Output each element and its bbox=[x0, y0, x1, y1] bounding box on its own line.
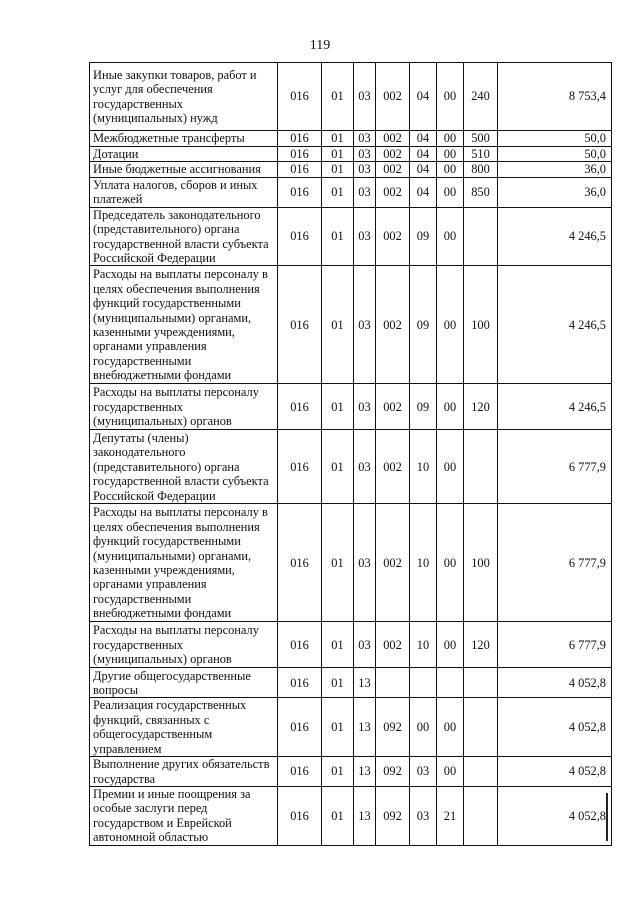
cell-name: Иные закупки товаров, работ и услуг для обеспечения государственных (муниципальных) нужд bbox=[90, 63, 278, 131]
cell-rz: 01 bbox=[322, 668, 354, 698]
cell-pr: 03 bbox=[354, 504, 376, 622]
cell-pr: 03 bbox=[354, 63, 376, 131]
cell-ved: 016 bbox=[278, 384, 322, 430]
cell-amount: 4 246,5 bbox=[498, 384, 612, 430]
cell-cs3 bbox=[437, 668, 464, 698]
cell-pr: 13 bbox=[354, 757, 376, 787]
cell-pr: 03 bbox=[354, 430, 376, 504]
table-row bbox=[90, 177, 612, 207]
cell-pr: 13 bbox=[354, 787, 376, 846]
cell-vr bbox=[464, 757, 498, 787]
cell-amount: 4 052,8 bbox=[498, 698, 612, 757]
table-row bbox=[90, 384, 612, 430]
cell-ved: 016 bbox=[278, 63, 322, 131]
cell-pr: 03 bbox=[354, 177, 376, 207]
cell-cs2: 04 bbox=[410, 177, 437, 207]
table-row bbox=[90, 430, 612, 504]
cell-cs2: 10 bbox=[410, 504, 437, 622]
cell-ved: 016 bbox=[278, 430, 322, 504]
cell-cs1: 002 bbox=[376, 384, 410, 430]
cell-cs1 bbox=[376, 668, 410, 698]
table-row bbox=[90, 63, 612, 131]
table-row bbox=[90, 162, 612, 177]
cell-vr: 500 bbox=[464, 131, 498, 147]
cell-ved: 016 bbox=[278, 207, 322, 266]
cell-rz: 01 bbox=[322, 787, 354, 846]
cell-cs1: 002 bbox=[376, 162, 410, 177]
cell-pr: 13 bbox=[354, 698, 376, 757]
table-row bbox=[90, 698, 612, 757]
cell-name: Расходы на выплаты персоналу государственных (муниципальных) органов bbox=[90, 384, 278, 430]
cell-cs3: 00 bbox=[437, 177, 464, 207]
cell-pr: 03 bbox=[354, 131, 376, 147]
cell-amount: 50,0 bbox=[498, 147, 612, 162]
cell-name: Расходы на выплаты персоналу в целях обеспечения выполнения функций государственными (муниципальными) органами, казенными учреждениями, органами управления государственными внебюджетными фондами bbox=[90, 504, 278, 622]
cell-vr: 800 bbox=[464, 162, 498, 177]
cell-pr: 03 bbox=[354, 207, 376, 266]
cell-cs1: 002 bbox=[376, 147, 410, 162]
cell-rz: 01 bbox=[322, 147, 354, 162]
cell-vr bbox=[464, 787, 498, 846]
cell-name: Премии и иные поощрения за особые заслуги перед государством и Еврейской автономной областью bbox=[90, 787, 278, 846]
cell-cs1: 002 bbox=[376, 504, 410, 622]
cell-cs1: 002 bbox=[376, 63, 410, 131]
cell-vr: 240 bbox=[464, 63, 498, 131]
cell-amount: 4 052,8 bbox=[498, 668, 612, 698]
table-row bbox=[90, 131, 612, 147]
cell-vr: 120 bbox=[464, 384, 498, 430]
cell-cs1: 002 bbox=[376, 177, 410, 207]
cell-cs3: 00 bbox=[437, 698, 464, 757]
cell-cs2: 09 bbox=[410, 207, 437, 266]
scan-mark bbox=[606, 793, 608, 841]
cell-ved: 016 bbox=[278, 504, 322, 622]
cell-cs3: 21 bbox=[437, 787, 464, 846]
cell-cs2: 00 bbox=[410, 698, 437, 757]
cell-pr: 03 bbox=[354, 622, 376, 668]
cell-rz: 01 bbox=[322, 757, 354, 787]
table-row bbox=[90, 622, 612, 668]
cell-ved: 016 bbox=[278, 668, 322, 698]
budget-table-body bbox=[90, 63, 612, 846]
cell-cs3: 00 bbox=[437, 162, 464, 177]
table-row bbox=[90, 504, 612, 622]
cell-cs1: 002 bbox=[376, 622, 410, 668]
cell-ved: 016 bbox=[278, 622, 322, 668]
cell-cs3: 00 bbox=[437, 266, 464, 384]
cell-cs2: 04 bbox=[410, 162, 437, 177]
cell-rz: 01 bbox=[322, 384, 354, 430]
cell-cs3: 00 bbox=[437, 622, 464, 668]
cell-cs2: 04 bbox=[410, 63, 437, 131]
cell-name: Выполнение других обязательств государства bbox=[90, 757, 278, 787]
cell-pr: 03 bbox=[354, 266, 376, 384]
table-row bbox=[90, 757, 612, 787]
table-row bbox=[90, 207, 612, 266]
cell-amount: 4 246,5 bbox=[498, 207, 612, 266]
cell-rz: 01 bbox=[322, 63, 354, 131]
cell-cs3: 00 bbox=[437, 131, 464, 147]
cell-name: Депутаты (члены) законодательного (представительного) органа государственной власти субъекта Российской Федерации bbox=[90, 430, 278, 504]
cell-rz: 01 bbox=[322, 131, 354, 147]
cell-cs3: 00 bbox=[437, 384, 464, 430]
cell-rz: 01 bbox=[322, 177, 354, 207]
cell-name: Иные бюджетные ассигнования bbox=[90, 162, 278, 177]
cell-cs2: 10 bbox=[410, 430, 437, 504]
cell-pr: 03 bbox=[354, 384, 376, 430]
cell-cs1: 092 bbox=[376, 698, 410, 757]
cell-pr: 13 bbox=[354, 668, 376, 698]
cell-cs2: 09 bbox=[410, 266, 437, 384]
cell-vr bbox=[464, 430, 498, 504]
cell-amount: 6 777,9 bbox=[498, 622, 612, 668]
cell-cs3: 00 bbox=[437, 430, 464, 504]
cell-cs2 bbox=[410, 668, 437, 698]
cell-vr: 850 bbox=[464, 177, 498, 207]
cell-name: Расходы на выплаты персоналу государственных (муниципальных) органов bbox=[90, 622, 278, 668]
table-row bbox=[90, 787, 612, 846]
cell-vr: 120 bbox=[464, 622, 498, 668]
cell-cs2: 03 bbox=[410, 757, 437, 787]
cell-amount: 8 753,4 bbox=[498, 63, 612, 131]
cell-amount: 6 777,9 bbox=[498, 504, 612, 622]
cell-ved: 016 bbox=[278, 147, 322, 162]
cell-amount: 4 246,5 bbox=[498, 266, 612, 384]
cell-amount: 50,0 bbox=[498, 131, 612, 147]
cell-ved: 016 bbox=[278, 177, 322, 207]
table-row bbox=[90, 147, 612, 162]
cell-cs2: 04 bbox=[410, 147, 437, 162]
cell-vr: 100 bbox=[464, 504, 498, 622]
cell-pr: 03 bbox=[354, 162, 376, 177]
cell-amount: 4 052,8 bbox=[498, 757, 612, 787]
cell-vr bbox=[464, 698, 498, 757]
budget-table bbox=[89, 62, 612, 846]
cell-rz: 01 bbox=[322, 162, 354, 177]
cell-name: Дотации bbox=[90, 147, 278, 162]
cell-cs2: 04 bbox=[410, 131, 437, 147]
cell-name: Расходы на выплаты персоналу в целях обеспечения выполнения функций государственными (муниципальными) органами, казенными учреждениями, органами управления государственными внебюджетными фондами bbox=[90, 266, 278, 384]
cell-rz: 01 bbox=[322, 207, 354, 266]
cell-cs1: 002 bbox=[376, 430, 410, 504]
cell-name: Другие общегосударственные вопросы bbox=[90, 668, 278, 698]
cell-rz: 01 bbox=[322, 430, 354, 504]
cell-rz: 01 bbox=[322, 698, 354, 757]
cell-cs1: 002 bbox=[376, 131, 410, 147]
cell-rz: 01 bbox=[322, 504, 354, 622]
cell-ved: 016 bbox=[278, 757, 322, 787]
cell-name: Реализация государственных функций, связанных с общегосударственным управлением bbox=[90, 698, 278, 757]
cell-ved: 016 bbox=[278, 131, 322, 147]
cell-cs1: 002 bbox=[376, 266, 410, 384]
cell-cs2: 10 bbox=[410, 622, 437, 668]
cell-ved: 016 bbox=[278, 787, 322, 846]
cell-cs3: 00 bbox=[437, 207, 464, 266]
cell-vr: 510 bbox=[464, 147, 498, 162]
cell-cs3: 00 bbox=[437, 147, 464, 162]
cell-ved: 016 bbox=[278, 266, 322, 384]
cell-cs3: 00 bbox=[437, 757, 464, 787]
cell-vr: 100 bbox=[464, 266, 498, 384]
cell-cs1: 092 bbox=[376, 757, 410, 787]
cell-name: Уплата налогов, сборов и иных платежей bbox=[90, 177, 278, 207]
table-row bbox=[90, 668, 612, 698]
cell-ved: 016 bbox=[278, 162, 322, 177]
cell-amount: 6 777,9 bbox=[498, 430, 612, 504]
cell-pr: 03 bbox=[354, 147, 376, 162]
cell-cs2: 03 bbox=[410, 787, 437, 846]
cell-rz: 01 bbox=[322, 622, 354, 668]
cell-cs1: 002 bbox=[376, 207, 410, 266]
page-number: 119 bbox=[309, 38, 331, 53]
cell-name: Председатель законодательного (представительного) органа государственной власти субъекта Российской Федерации bbox=[90, 207, 278, 266]
cell-cs2: 09 bbox=[410, 384, 437, 430]
cell-amount: 36,0 bbox=[498, 177, 612, 207]
cell-vr bbox=[464, 207, 498, 266]
cell-vr bbox=[464, 668, 498, 698]
table-row bbox=[90, 266, 612, 384]
cell-rz: 01 bbox=[322, 266, 354, 384]
cell-name: Межбюджетные трансферты bbox=[90, 131, 278, 147]
cell-ved: 016 bbox=[278, 698, 322, 757]
cell-cs3: 00 bbox=[437, 504, 464, 622]
cell-amount: 4 052,8 bbox=[498, 787, 612, 846]
cell-cs3: 00 bbox=[437, 63, 464, 131]
cell-amount: 36,0 bbox=[498, 162, 612, 177]
cell-cs1: 092 bbox=[376, 787, 410, 846]
